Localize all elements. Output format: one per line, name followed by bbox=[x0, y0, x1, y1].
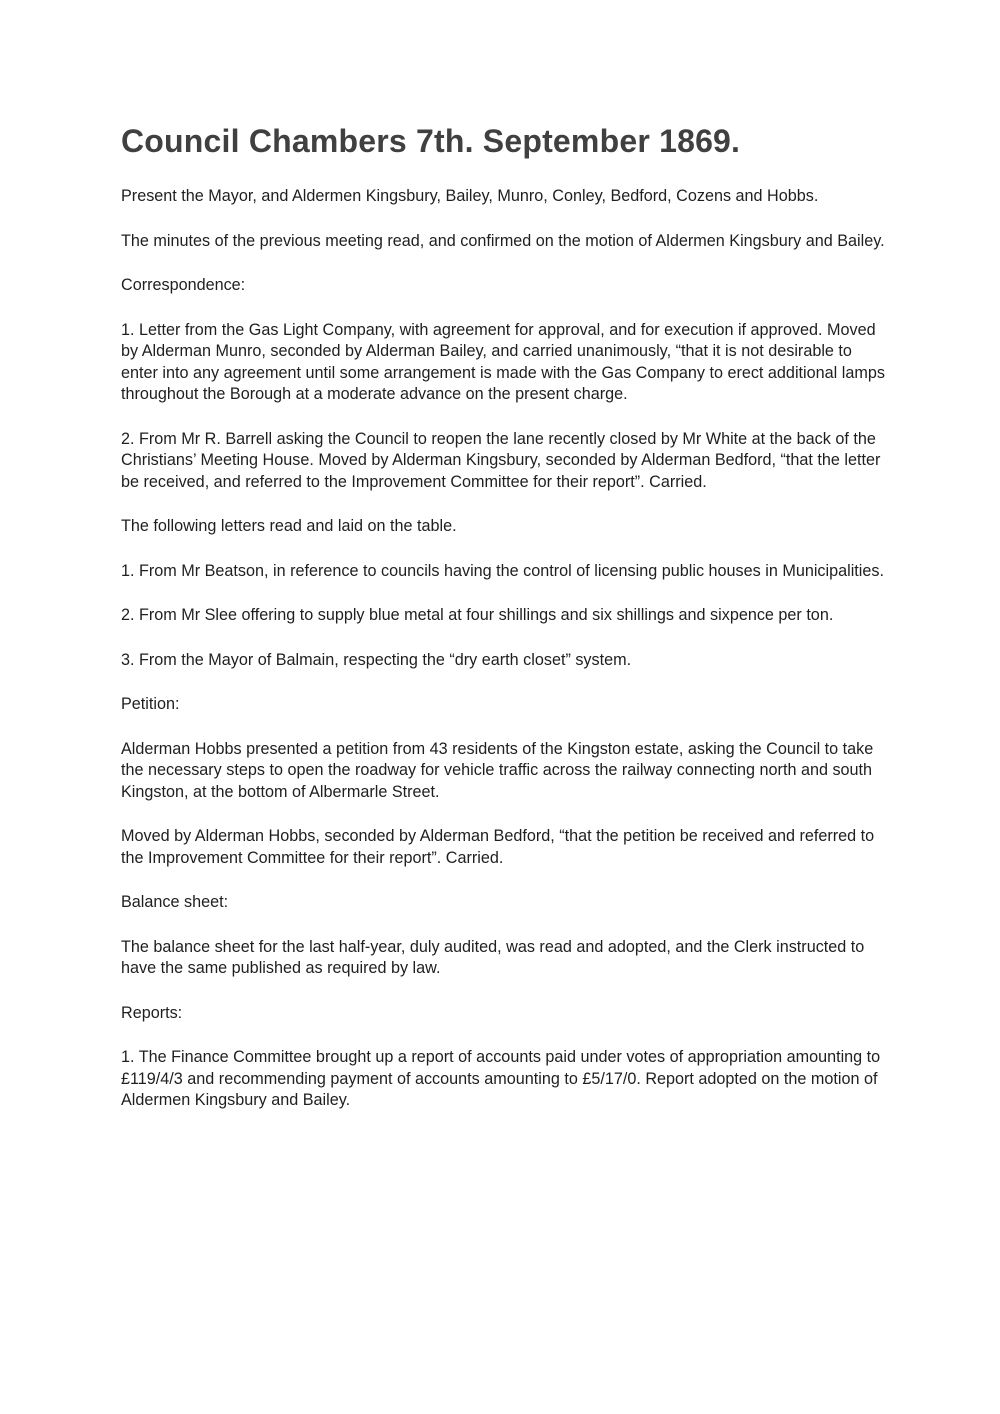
document-page bbox=[121, 118, 891, 1135]
letters-intro-paragraph: The following letters read and laid on the table. bbox=[121, 517, 457, 535]
petition-paragraph: Alderman Hobbs presented a petition from 43 residents of the Kingston estate, asking the Council to take the necessary steps to open the roadway for vehicle traffic across the railway connecting north and south Kingston, at the bottom of Albermarle Street. bbox=[121, 739, 874, 801]
minutes-paragraph: The minutes of the previous meeting read, and confirmed on the motion of Aldermen Kingsbury and Bailey. bbox=[121, 231, 885, 250]
letter-item-1: 1. From Mr Beatson, in reference to councils having the control of licensing public houses in Municipalities. bbox=[121, 561, 884, 580]
petition-motion-paragraph: Moved by Alderman Hobbs, seconded by Alderman Bedford, “that the petition be received and referred to the Improvement Committee for their report”. Carried. bbox=[121, 827, 875, 867]
section-heading-reports: Reports: bbox=[121, 1003, 183, 1022]
balance-sheet-paragraph: The balance sheet for the last half-year, duly audited, was read and adopted, and the Clerk instructed to have the same published as required by law. bbox=[121, 937, 865, 977]
report-item-1: 1. The Finance Committee brought up a report of accounts paid under votes of appropriation amounting to £119/4/3 and recommending payment of accounts amounting to £5/17/0. Report adopted on the motion of Aldermen Kingsbury and Bailey. bbox=[121, 1048, 881, 1109]
letter-item-2: 2. From Mr Slee offering to supply blue metal at four shillings and six shillings and sixpence per ton. bbox=[121, 606, 834, 624]
section-heading-balance-sheet: Balance sheet: bbox=[121, 893, 229, 911]
page-title: Council Chambers 7th. September 1869. bbox=[121, 123, 741, 159]
section-heading-petition: Petition: bbox=[121, 695, 180, 713]
section-heading-correspondence: Correspondence: bbox=[121, 276, 246, 294]
attendance-paragraph: Present the Mayor, and Aldermen Kingsbury, Bailey, Munro, Conley, Bedford, Cozens and Hobbs. bbox=[121, 187, 819, 205]
correspondence-item-2: 2. From Mr R. Barrell asking the Council to reopen the lane recently closed by Mr White at the back of the Christians’ Meeting House. Moved by Alderman Kingsbury, seconded by Alderman Bedford, “that the letter be received, and referred to the Improvement Committee for their report”. Carried. bbox=[121, 429, 881, 491]
letter-item-3: 3. From the Mayor of Balmain, respecting the “dry earth closet” system. bbox=[121, 650, 632, 669]
correspondence-item-1: 1. Letter from the Gas Light Company, with agreement for approval, and for execution if approved. Moved by Alderman Munro, seconded by Alderman Bailey, and carried unanimously, “that it is not desirable to enter into any agreement until some arrangement is made with the Gas Company to erect additional lamps throughout the Borough at a moderate advance on the present charge. bbox=[121, 320, 885, 403]
